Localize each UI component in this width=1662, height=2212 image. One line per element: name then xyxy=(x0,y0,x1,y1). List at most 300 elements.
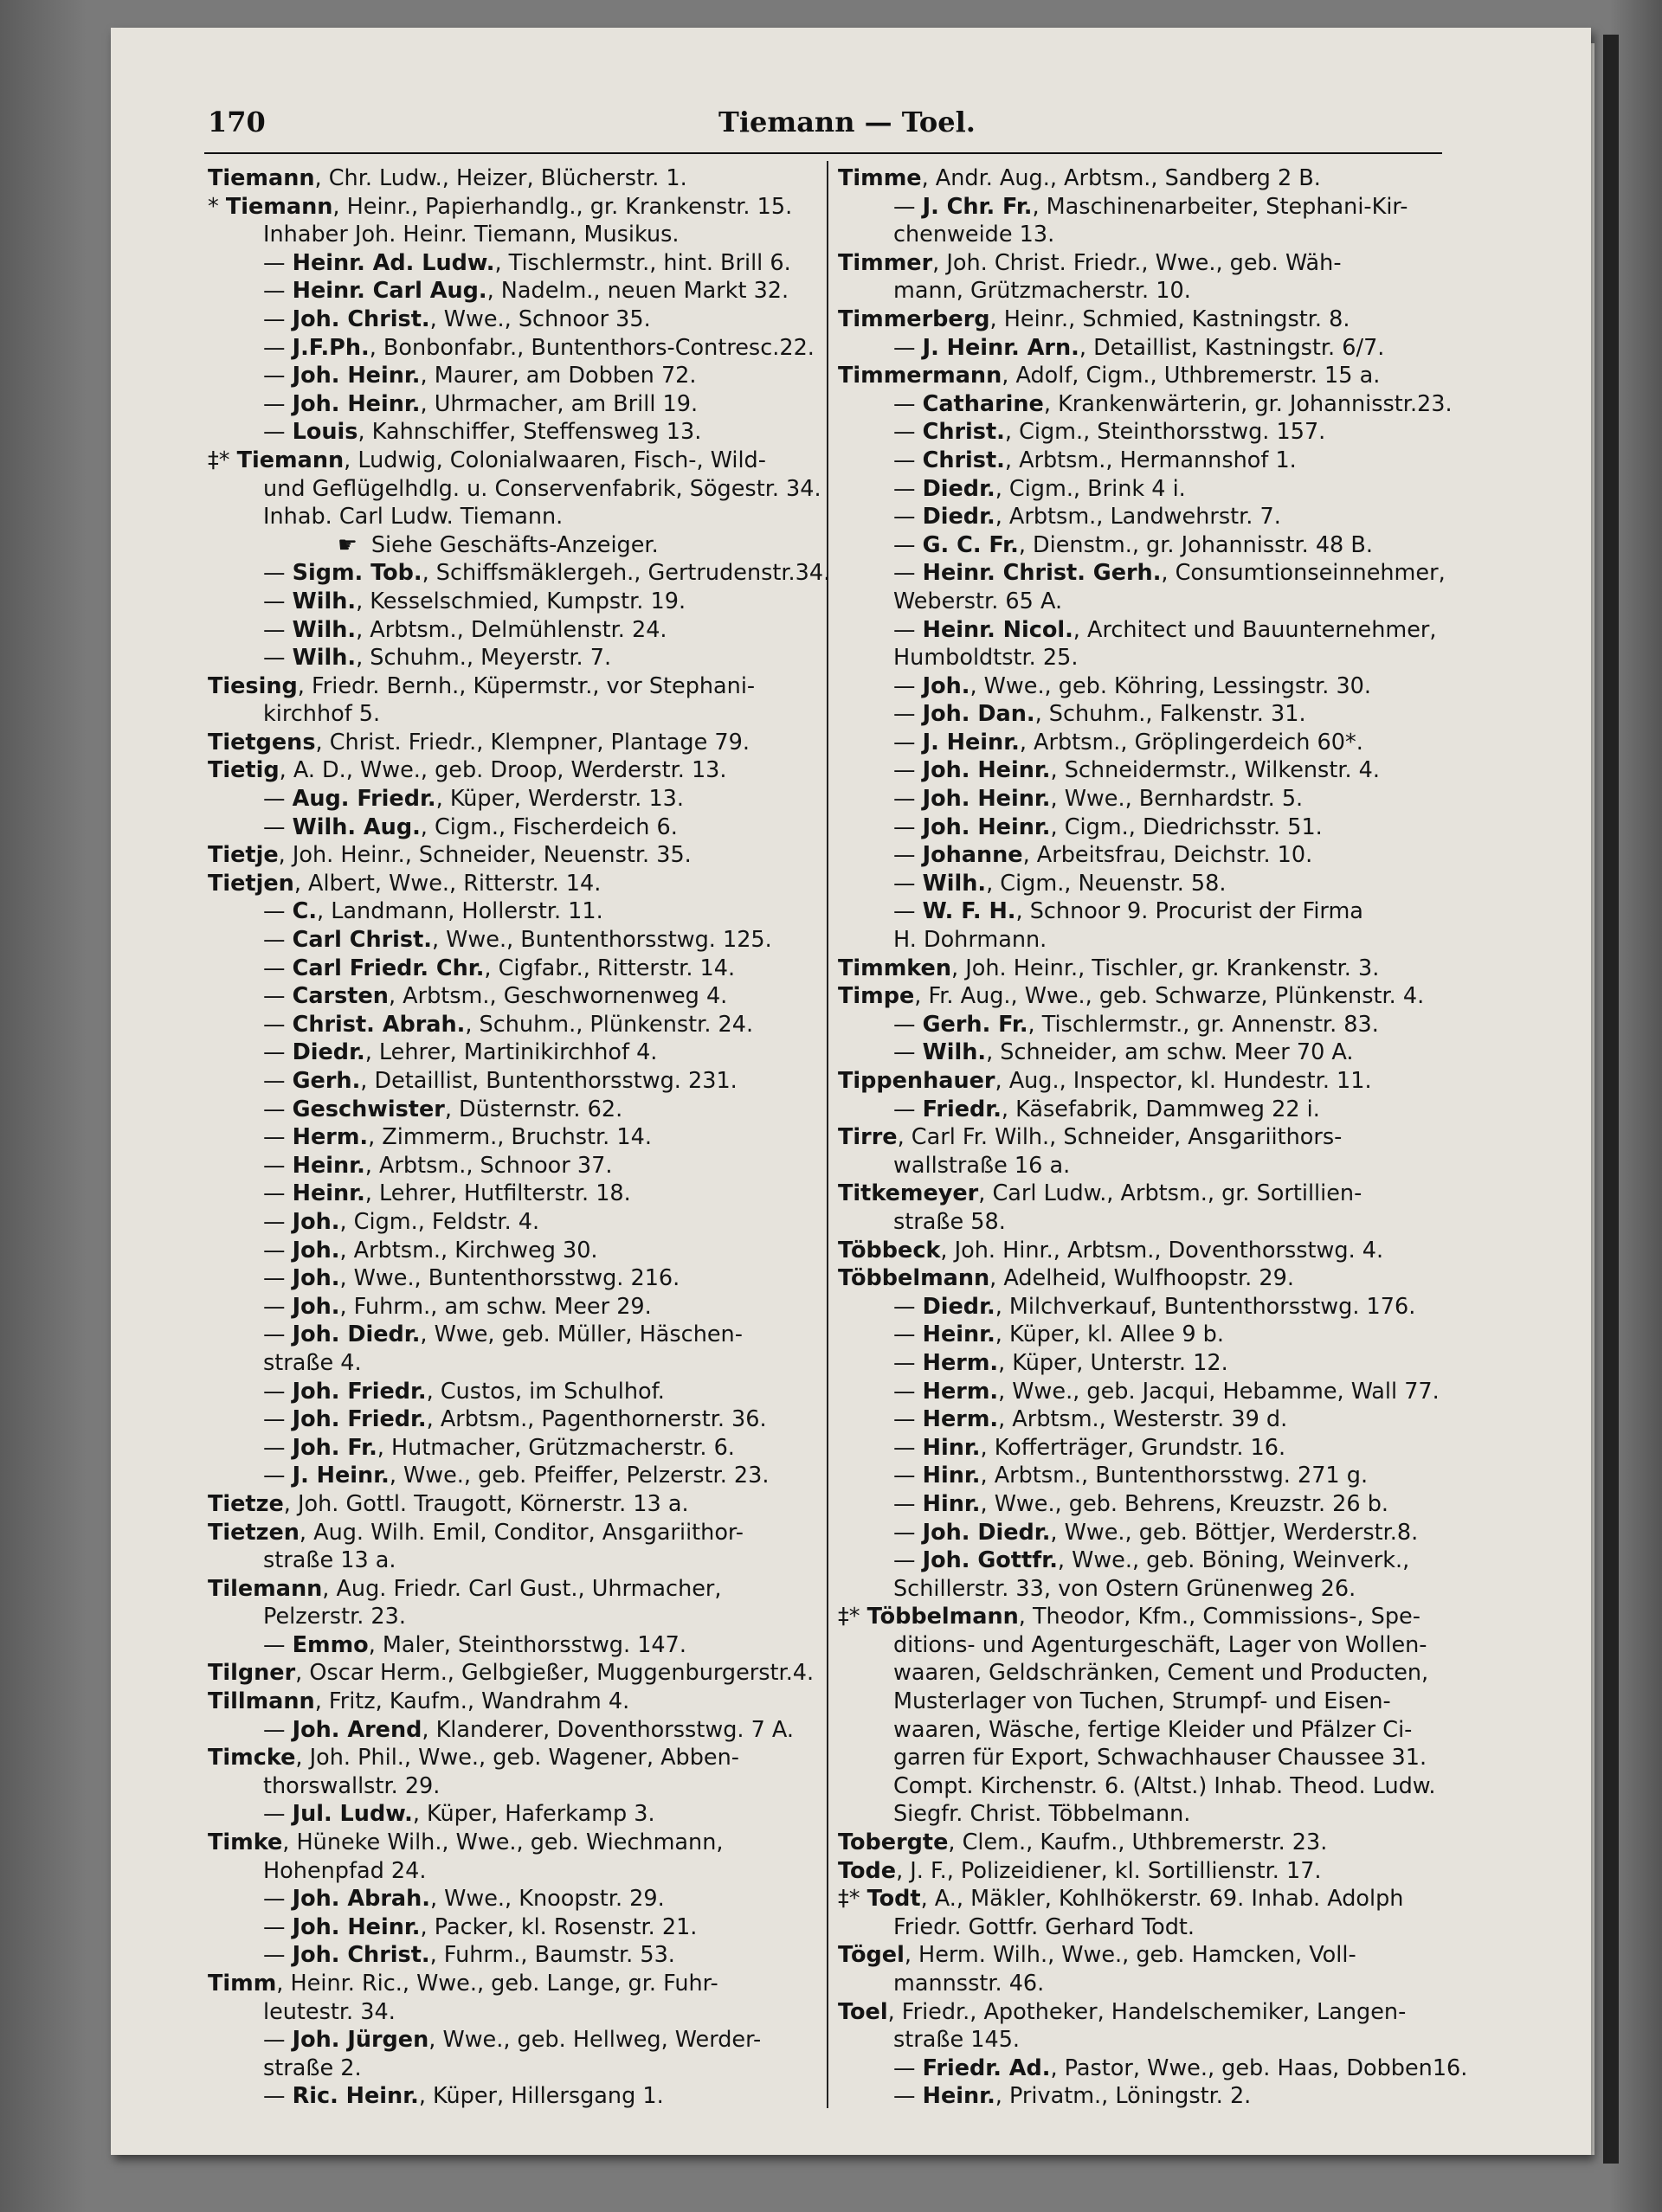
entry-prefix: — xyxy=(893,531,923,558)
entry-name: Tilemann xyxy=(208,1575,323,1602)
entry-prefix: — xyxy=(893,1463,923,1489)
entry-prefix: — xyxy=(263,898,293,925)
entry-name: Hinr. xyxy=(922,1434,981,1461)
directory-entry xyxy=(838,672,1468,701)
entry-details: , Cigm., Feldstr. 4. xyxy=(339,1208,540,1235)
entry-details: , Oscar Herm., Gelbgießer, Muggenburgerstr.4. xyxy=(295,1660,815,1687)
entry-name: J. Heinr. xyxy=(922,729,1020,756)
entry-name: Tietjen xyxy=(208,870,294,897)
entry-name: Tippenhauer xyxy=(838,1068,995,1094)
entry-prefix: — xyxy=(263,1180,293,1207)
directory-entry xyxy=(208,870,838,898)
entry-details: , Maler, Steinthorsstwg. 147. xyxy=(368,1631,686,1658)
entry-details: , Joh. Hinr., Arbtsm., Doventhorsstwg. 4. xyxy=(940,1237,1384,1264)
directory-entry xyxy=(208,616,838,645)
entry-name: Tietzen xyxy=(208,1519,300,1546)
entry-prefix: — xyxy=(263,2083,293,2110)
entry-name: Heinr. Ad. Ludw. xyxy=(292,249,495,276)
entry-details: , Arbtsm., Schnoor 37. xyxy=(364,1152,613,1179)
entry-name: Herm. xyxy=(292,1124,369,1151)
entry-details: , Tischlermstr., gr. Annenstr. 83. xyxy=(1027,1011,1379,1038)
entry-details: , Joh. Gottl. Traugott, Körnerstr. 13 a. xyxy=(283,1490,689,1517)
entry-details: , Andr. Aug., Arbtsm., Sandberg 2 B. xyxy=(921,165,1321,191)
entry-details: , Küper, kl. Allee 9 b. xyxy=(995,1321,1224,1348)
entry-prefix: — xyxy=(263,1293,293,1320)
directory-entry xyxy=(208,813,838,842)
directory-entry xyxy=(208,1885,838,1913)
entry-details: , Wwe., Buntenthorsstwg. 216. xyxy=(339,1265,680,1292)
directory-entry xyxy=(208,672,838,701)
entry-name: Tietig xyxy=(208,757,280,784)
entry-prefix: — xyxy=(263,2027,293,2054)
entry-name: Tietje xyxy=(208,842,279,869)
entry-details: , Wwe., geb. Behrens, Kreuzstr. 26 b. xyxy=(980,1490,1389,1517)
entry-name: Toel xyxy=(838,1998,888,2025)
entry-prefix: — xyxy=(893,1490,923,1517)
entry-prefix: — xyxy=(893,701,923,728)
entry-details: , Schiffsmäklergeh., Gertrudenstr.34. xyxy=(422,560,831,587)
directory-entry xyxy=(208,1688,838,1716)
entry-prefix: — xyxy=(893,1321,923,1348)
entry-name: Tirre xyxy=(838,1124,898,1151)
entry-details: , J. F., Polizeidiener, kl. Sortillienstr. 17. xyxy=(896,1857,1322,1884)
entry-name: Tilgner xyxy=(208,1660,296,1687)
entry-name: Joh. Christ. xyxy=(292,1942,430,1969)
entry-name: J. Chr. Fr. xyxy=(922,193,1033,220)
entry-name: Joh. Heinr. xyxy=(922,786,1051,813)
directory-entry xyxy=(838,1998,1468,2027)
entry-name: Joh. Christ. xyxy=(292,305,430,332)
entry-prefix: — xyxy=(263,955,293,981)
entry-name: Todt xyxy=(866,1886,921,1913)
entry-prefix: — xyxy=(893,1349,923,1376)
entry-details: , Dienstm., gr. Johannisstr. 48 B. xyxy=(1018,531,1373,558)
entry-name: Carl Friedr. Chr. xyxy=(292,955,485,981)
entry-name: Wilh. Aug. xyxy=(292,813,421,840)
directory-entry xyxy=(838,418,1468,447)
entry-name: Johanne xyxy=(922,842,1023,869)
entry-name: C. xyxy=(292,898,318,925)
entry-details: , Wwe., geb. Köhring, Lessingstr. 30. xyxy=(970,672,1372,699)
directory-entry: Hohenpfad 24. xyxy=(263,1857,427,1884)
entry-prefix: — xyxy=(893,475,923,502)
entry-details: , Friedr., Apotheker, Handelschemiker, Langen- xyxy=(887,1998,1407,2025)
directory-entry xyxy=(208,1096,838,1124)
directory-entry xyxy=(208,305,838,334)
entry-name: Joh. Heinr. xyxy=(292,1913,421,1940)
directory-entry xyxy=(208,926,838,955)
entry-name: Timmerberg xyxy=(838,305,990,332)
directory-entry xyxy=(838,164,1468,193)
directory-entry: chenweide 13. xyxy=(893,222,1055,248)
directory-entry: straße 2. xyxy=(263,2054,362,2081)
directory-entry xyxy=(208,785,838,813)
directory-entry xyxy=(838,447,1468,475)
entry-details: , Maschinenarbeiter, Stephani-Kir- xyxy=(1032,193,1408,220)
entry-details: , Arbtsm., Geschwornenweg 4. xyxy=(388,983,728,1010)
entry-details: , Fr. Aug., Wwe., geb. Schwarze, Plünkenstr. 4. xyxy=(914,983,1425,1010)
directory-entry xyxy=(208,1519,838,1547)
entry-details: , Cigm., Diedrichsstr. 51. xyxy=(1050,813,1323,840)
entry-details: , Clem., Kaufm., Uthbremerstr. 23. xyxy=(948,1829,1328,1856)
entry-name: Heinr. xyxy=(292,1152,365,1179)
pointing-hand-icon: ☛ xyxy=(338,531,358,558)
entry-name: Hinr. xyxy=(922,1490,981,1517)
directory-entry xyxy=(838,870,1468,898)
directory-entry xyxy=(838,193,1468,222)
directory-entry xyxy=(208,1152,838,1180)
entry-name: Christ. xyxy=(922,419,1005,446)
directory-entry xyxy=(208,249,838,278)
entry-name: Joh. Jürgen xyxy=(292,2027,429,2054)
page-number: 170 xyxy=(208,106,266,138)
directory-entry xyxy=(208,1829,838,1857)
entry-prefix: — xyxy=(893,419,923,446)
entry-details: , Schuhm., Falkenstr. 31. xyxy=(1034,701,1306,728)
entry-details: , Krankenwärterin, gr. Johannisstr.23. xyxy=(1043,390,1453,417)
entry-details: , Kesselschmied, Kumpstr. 19. xyxy=(356,588,686,614)
entry-details: , Wwe., Knoopstr. 29. xyxy=(429,1886,665,1913)
entry-prefix: — xyxy=(893,334,923,361)
entry-prefix: — xyxy=(893,757,923,784)
entry-name: G. C. Fr. xyxy=(922,531,1019,558)
entry-prefix: — xyxy=(893,1378,923,1405)
directory-entry: waaren, Wäsche, fertige Kleider und Pfälzer Ci- xyxy=(893,1716,1413,1743)
entry-name: Sigm. Tob. xyxy=(292,560,422,587)
entry-name: Tiemann xyxy=(225,193,333,220)
directory-entry xyxy=(208,1970,838,1998)
entry-details: , Arbtsm., Kirchweg 30. xyxy=(339,1237,598,1264)
directory-entry xyxy=(208,955,838,983)
entry-details: , Herm. Wilh., Wwe., geb. Hamcken, Voll- xyxy=(904,1942,1356,1969)
entry-name: J. Heinr. xyxy=(292,1463,390,1489)
directory-entry xyxy=(838,1067,1468,1096)
directory-entry xyxy=(208,334,838,363)
entry-name: Tiemann xyxy=(208,165,315,191)
entry-prefix: — xyxy=(893,898,923,925)
directory-entry xyxy=(838,2054,1468,2083)
entry-prefix: — xyxy=(263,560,293,587)
entry-prefix: — xyxy=(263,1406,293,1433)
directory-entry: mannsstr. 46. xyxy=(893,1971,1045,1997)
directory-entry xyxy=(838,475,1468,504)
directory-entry xyxy=(208,418,838,447)
entry-name: Timme xyxy=(838,165,922,191)
directory-entry xyxy=(838,559,1468,588)
entry-details: , Christ. Friedr., Klempner, Plantage 79. xyxy=(315,729,750,756)
directory-entry: waaren, Geldschränken, Cement und Producten, xyxy=(893,1660,1429,1687)
entry-details: , Chr. Ludw., Heizer, Blücherstr. 1. xyxy=(314,165,687,191)
directory-entry xyxy=(208,1575,838,1604)
directory-entry xyxy=(838,531,1468,560)
directory-entry xyxy=(208,1631,838,1660)
directory-entry xyxy=(208,1716,838,1745)
directory-entry xyxy=(838,841,1468,870)
entry-prefix: — xyxy=(893,672,923,699)
header-rule xyxy=(204,152,1442,154)
entry-details: , Milchverkauf, Buntenthorsstwg. 176. xyxy=(995,1293,1416,1320)
directory-entry xyxy=(208,1038,838,1067)
directory-entry xyxy=(838,305,1468,334)
entry-name: Joh. xyxy=(292,1208,340,1235)
entry-name: Aug. Friedr. xyxy=(292,786,436,813)
directory-entry: mann, Grützmacherstr. 10. xyxy=(893,278,1191,305)
entry-name: Joh. Heinr. xyxy=(922,813,1051,840)
directory-entry xyxy=(838,1096,1468,1124)
directory-entry xyxy=(838,982,1468,1011)
entry-details: , Arbtsm., Buntenthorsstwg. 271 g. xyxy=(980,1463,1369,1489)
directory-entry xyxy=(838,1462,1468,1490)
entry-details: , Cigm., Fischerdeich 6. xyxy=(420,813,678,840)
entry-details: , Wwe., Buntenthorsstwg. 125. xyxy=(431,927,772,954)
entry-prefix: — xyxy=(263,305,293,332)
entry-details: , Tischlermstr., hint. Brill 6. xyxy=(494,249,791,276)
entry-prefix: — xyxy=(263,1039,293,1066)
entry-prefix: — xyxy=(893,870,923,897)
directory-entry xyxy=(208,277,838,305)
entry-prefix: — xyxy=(893,1434,923,1461)
directory-entry xyxy=(208,841,838,870)
entry-name: Geschwister xyxy=(292,1096,445,1122)
entry-details: , Aug., Inspector, kl. Hundestr. 11. xyxy=(995,1068,1372,1094)
entry-details: , Arbtsm., Hermannshof 1. xyxy=(1004,447,1297,473)
entry-name: Heinr. xyxy=(292,1180,365,1207)
directory-entry xyxy=(208,390,838,419)
entry-name: Diedr. xyxy=(922,1293,995,1320)
entry-name: Gerh. xyxy=(292,1068,361,1094)
entry-details: , Fuhrm., Baumstr. 53. xyxy=(429,1942,675,1969)
directory-entry xyxy=(838,1180,1468,1208)
entry-details: , Cigfabr., Ritterstr. 14. xyxy=(484,955,736,981)
entry-prefix: — xyxy=(263,645,293,672)
directory-entry xyxy=(838,897,1468,926)
entry-details: , Joh. Heinr., Schneider, Neuenstr. 35. xyxy=(278,842,692,869)
entry-details: , Adelheid, Wulfhoopstr. 29. xyxy=(989,1265,1294,1292)
directory-entry xyxy=(838,1237,1468,1265)
entry-prefix: — xyxy=(893,193,923,220)
directory-entry xyxy=(208,1800,838,1829)
entry-prefix: — xyxy=(893,1519,923,1546)
entry-name: J.F.Ph. xyxy=(292,334,370,361)
entry-details: , Aug. Wilh. Emil, Conditor, Ansgariithor- xyxy=(299,1519,744,1546)
entry-name: Heinr. xyxy=(922,2083,995,2110)
directory-entry xyxy=(208,559,838,588)
entry-name: Herm. xyxy=(922,1378,999,1405)
directory-entry xyxy=(838,390,1468,419)
entry-prefix: — xyxy=(263,1801,293,1828)
directory-entry xyxy=(838,2082,1468,2111)
directory-entry xyxy=(838,1829,1468,1857)
entry-name: Gerh. Fr. xyxy=(922,1011,1028,1038)
entry-details: , Pastor, Wwe., geb. Haas, Dobben16. xyxy=(1050,2054,1468,2081)
entry-details: , Privatm., Löningstr. 2. xyxy=(995,2083,1252,2110)
entry-details: , Packer, kl. Rosenstr. 21. xyxy=(420,1913,698,1940)
directory-entry xyxy=(208,729,838,757)
entry-name: Heinr. Nicol. xyxy=(922,616,1073,643)
entry-name: Joh. Heinr. xyxy=(292,363,421,389)
entry-prefix: — xyxy=(263,616,293,643)
entry-name: Heinr. xyxy=(922,1321,995,1348)
entry-prefix: — xyxy=(263,813,293,840)
directory-entry xyxy=(838,1378,1468,1406)
entry-details: , Arbtsm., Pagenthornerstr. 36. xyxy=(426,1406,767,1433)
entry-details: , Wwe., Bernhardstr. 5. xyxy=(1050,786,1304,813)
entry-prefix: ‡* xyxy=(208,447,237,473)
entry-details: , Cigm., Steinthorsstwg. 157. xyxy=(1004,419,1326,446)
entry-prefix: — xyxy=(263,1208,293,1235)
entry-name: Wilh. xyxy=(292,645,357,672)
directory-entry xyxy=(208,1462,838,1490)
entry-name: Joh. xyxy=(292,1265,340,1292)
directory-entry: Humboldtstr. 25. xyxy=(893,645,1079,672)
directory-entry xyxy=(838,955,1468,983)
entry-name: Carsten xyxy=(292,983,389,1010)
entry-details: , Detaillist, Kastningstr. 6/7. xyxy=(1079,334,1385,361)
entry-name: Christ. xyxy=(922,447,1005,473)
entry-prefix: — xyxy=(893,447,923,473)
entry-name: Timpe xyxy=(838,983,915,1010)
directory-entry: thorswallstr. 29. xyxy=(263,1772,441,1799)
entry-prefix: ‡* xyxy=(838,1886,867,1913)
directory-entry xyxy=(838,700,1468,729)
entry-name: Titkemeyer xyxy=(838,1180,979,1207)
entry-details: , Aug. Friedr. Carl Gust., Uhrmacher, xyxy=(322,1575,722,1602)
entry-details: , Consumtionseinnehmer, xyxy=(1161,560,1446,587)
directory-entry xyxy=(838,334,1468,363)
entry-prefix: — xyxy=(263,419,293,446)
entry-details: , A. D., Wwe., geb. Droop, Werderstr. 13. xyxy=(279,757,727,784)
directory-entry xyxy=(838,1011,1468,1039)
entry-name: Herm. xyxy=(922,1406,999,1433)
entry-prefix: — xyxy=(263,334,293,361)
directory-entry: kirchhof 5. xyxy=(263,701,381,728)
entry-details: , Wwe., Schnoor 35. xyxy=(429,305,651,332)
entry-details: , Schuhm., Meyerstr. 7. xyxy=(356,645,612,672)
entry-details: , Joh. Heinr., Tischler, gr. Krankenstr. 3. xyxy=(951,955,1380,981)
directory-entry xyxy=(208,531,838,560)
entry-name: Tögel xyxy=(838,1942,905,1969)
entry-name: Friedr. Ad. xyxy=(922,2054,1051,2081)
directory-entry: garren für Export, Schwachhauser Chaussee 31. xyxy=(893,1745,1427,1772)
entry-name: Catharine xyxy=(922,390,1044,417)
entry-details: , Arbtsm., Landwehrstr. 7. xyxy=(995,504,1281,530)
directory-entry xyxy=(838,503,1468,531)
directory-entry xyxy=(838,813,1468,842)
directory-entry: Inhab. Carl Ludw. Tiemann. xyxy=(263,504,564,530)
directory-entry xyxy=(208,982,838,1011)
entry-details: , Arbtsm., Westerstr. 39 d. xyxy=(998,1406,1288,1433)
see-advert-note: Siehe Geschäfts-Anzeiger. xyxy=(370,531,659,558)
entry-details: , Hutmacher, Grützmacherstr. 6. xyxy=(377,1434,735,1461)
entry-name: Joh. Heinr. xyxy=(922,757,1051,784)
entry-details: , Cigm., Brink 4 i. xyxy=(995,475,1186,502)
directory-entry: ditions- und Agenturgeschäft, Lager von Wollen- xyxy=(893,1631,1427,1658)
directory-entry: Friedr. Gottfr. Gerhard Todt. xyxy=(893,1913,1195,1940)
entry-details: , Wwe., geb. Hellweg, Werder- xyxy=(428,2027,762,2054)
entry-details: , Küper, Unterstr. 12. xyxy=(998,1349,1228,1376)
entry-prefix: — xyxy=(893,1011,923,1038)
directory-entry xyxy=(838,1434,1468,1463)
directory-entry xyxy=(208,2082,838,2111)
entry-details: , Landmann, Hollerstr. 11. xyxy=(317,898,603,925)
directory-entry xyxy=(208,1208,838,1237)
entry-name: Timmermann xyxy=(838,363,1002,389)
entry-name: Többeck xyxy=(838,1237,941,1264)
entry-name: Timmken xyxy=(838,955,951,981)
directory-entry xyxy=(208,1941,838,1970)
entry-name: Herm. xyxy=(922,1349,999,1376)
book-binding xyxy=(1603,35,1619,2164)
entry-prefix: — xyxy=(893,813,923,840)
entry-details: , Carl Fr. Wilh., Schneider, Ansgariithors- xyxy=(897,1124,1343,1151)
entry-details: , Albert, Wwe., Ritterstr. 14. xyxy=(293,870,602,897)
directory-entry: Weberstr. 65 A. xyxy=(893,588,1063,614)
entry-prefix: — xyxy=(893,842,923,869)
directory-entry xyxy=(208,588,838,616)
directory-entry xyxy=(838,1857,1468,1886)
entry-name: Wilh. xyxy=(292,588,357,614)
directory-entry: Inhaber Joh. Heinr. Tiemann, Musikus. xyxy=(263,222,680,248)
directory-entry xyxy=(838,1490,1468,1519)
entry-details: , Arbeitsfrau, Deichstr. 10. xyxy=(1022,842,1313,869)
directory-entry xyxy=(838,249,1468,278)
entry-name: Többelmann xyxy=(838,1265,990,1292)
directory-entry xyxy=(208,1913,838,1942)
entry-prefix: — xyxy=(263,1321,293,1348)
entry-name: Diedr. xyxy=(922,504,995,530)
entry-prefix: — xyxy=(893,729,923,756)
entry-prefix: — xyxy=(263,1265,293,1292)
entry-details: , Käsefabrik, Dammweg 22 i. xyxy=(1001,1096,1320,1122)
entry-prefix: — xyxy=(263,1886,293,1913)
directory-entry: Pelzerstr. 23. xyxy=(263,1604,406,1630)
entry-details: , Cigm., Neuenstr. 58. xyxy=(986,870,1227,897)
directory-entry xyxy=(208,362,838,390)
entry-prefix: — xyxy=(263,1011,293,1038)
entry-details: , Bonbonfabr., Buntenthors-Contresc.22. xyxy=(369,334,815,361)
directory-entry xyxy=(208,1293,838,1321)
entry-prefix: — xyxy=(893,504,923,530)
entry-name: Tobergte xyxy=(838,1829,949,1856)
entry-name: Diedr. xyxy=(292,1039,365,1066)
directory-entry: und Geflügelhdlg. u. Conservenfabrik, Sögestr. 34. xyxy=(263,475,821,502)
entry-details: , Nadelm., neuen Markt 32. xyxy=(486,278,789,305)
directory-entry: Compt. Kirchenstr. 6. (Altst.) Inhab. Theod. Ludw. xyxy=(893,1772,1436,1799)
directory-entry xyxy=(208,193,838,222)
entry-name: Carl Christ. xyxy=(292,927,432,954)
entry-name: Tietze xyxy=(208,1490,284,1517)
directory-entry xyxy=(208,644,838,672)
entry-name: Hinr. xyxy=(922,1463,981,1489)
entry-details: , Heinr. Ric., Wwe., geb. Lange, gr. Fuhr- xyxy=(276,1971,718,1997)
entry-prefix: — xyxy=(263,1152,293,1179)
directory-entry xyxy=(208,897,838,926)
directory-entry xyxy=(208,164,838,193)
directory-entry xyxy=(838,1405,1468,1434)
entry-prefix: — xyxy=(263,1716,293,1743)
directory-entry xyxy=(208,1264,838,1293)
entry-name: Joh. xyxy=(922,672,970,699)
right-column xyxy=(838,164,1468,2111)
entry-details: , Fuhrm., am schw. Meer 29. xyxy=(339,1293,652,1320)
entry-prefix: — xyxy=(263,1124,293,1151)
entry-prefix: — xyxy=(893,616,923,643)
entry-prefix: — xyxy=(263,1942,293,1969)
entry-name: Heinr. Christ. Gerh. xyxy=(922,560,1162,587)
entry-name: Joh. Arend xyxy=(292,1716,422,1743)
directory-entry: straße 4. xyxy=(263,1349,362,1376)
directory-entry: Siegfr. Christ. Többelmann. xyxy=(893,1801,1191,1828)
